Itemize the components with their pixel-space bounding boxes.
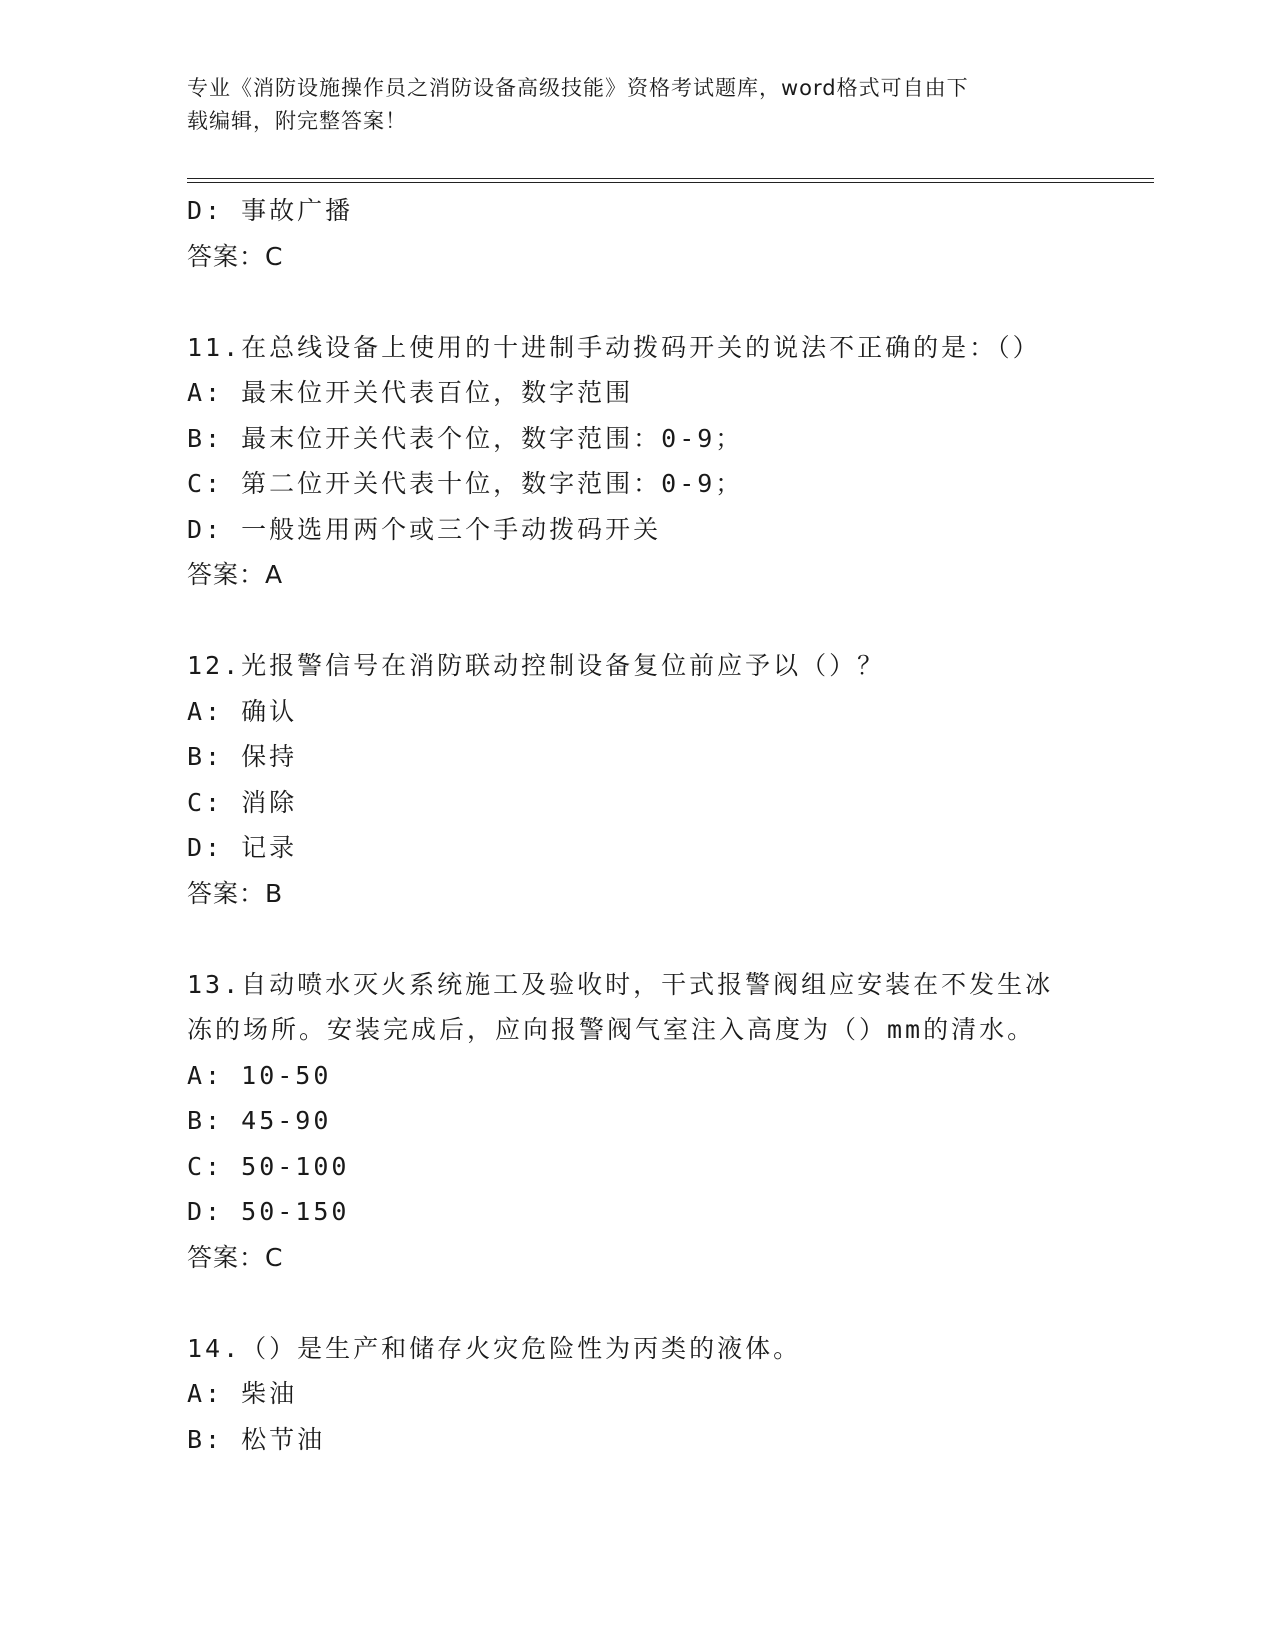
header-divider-top [187, 178, 1154, 179]
answer-line: 答案：C [187, 1242, 284, 1272]
answer-line: 答案：A [187, 560, 284, 589]
option-d: D: 一般选用两个或三个手动拨码开关 [187, 514, 662, 544]
question-stem: 12.光报警信号在消防联动控制设备复位前应予以（）？ [187, 651, 886, 680]
option-b: B: 松节油 [187, 1424, 326, 1454]
answer-line: 答案：B [187, 878, 284, 908]
option-a: A: 柴油 [187, 1379, 298, 1408]
spacer [187, 598, 1147, 644]
question-list [187, 188, 1147, 1462]
question-stem-line-1: 13.自动喷水灭火系统施工及验收时，干式报警阀组应安装在不发生冰 [187, 969, 1054, 999]
spacer [187, 279, 1147, 325]
option-b: B: 最末位开关代表个位，数字范围：0-9； [187, 423, 744, 453]
question-stem: 11.在总线设备上使用的十进制手动拨码开关的说法不正确的是：（） [187, 332, 1041, 362]
question-stem-line-2: 冻的场所。安装完成后，应向报警阀气室注入高度为（）mm的清水。 [187, 1015, 1036, 1044]
option-c: C: 消除 [187, 787, 298, 817]
option-a: A: 最末位开关代表百位，数字范围 [187, 378, 634, 407]
question-stem: 14.（）是生产和储存火灾危险性为丙类的液体。 [187, 1333, 802, 1363]
option-b: B: 45-90 [187, 1106, 332, 1135]
option-c: C: 第二位开关代表十位，数字范围：0-9； [187, 469, 744, 498]
answer-line: 答案：C [187, 241, 284, 271]
option-d: D: 事故广播 [187, 196, 354, 225]
spacer [187, 916, 1147, 962]
option-d: D: 记录 [187, 833, 298, 862]
option-a: A: 确认 [187, 696, 298, 726]
document-header [187, 72, 1067, 138]
option-c: C: 50-100 [187, 1151, 350, 1181]
option-b: B: 保持 [187, 742, 298, 771]
header-divider-bottom [187, 182, 1154, 183]
header-line-2: 载编辑，附完整答案！ [187, 109, 407, 133]
header-line-1: 专业《消防设施操作员之消防设备高级技能》资格考试题库，word格式可自由下 [187, 76, 969, 100]
option-a: A: 10-50 [187, 1060, 332, 1090]
option-d: D: 50-150 [187, 1197, 350, 1226]
spacer [187, 1280, 1147, 1326]
